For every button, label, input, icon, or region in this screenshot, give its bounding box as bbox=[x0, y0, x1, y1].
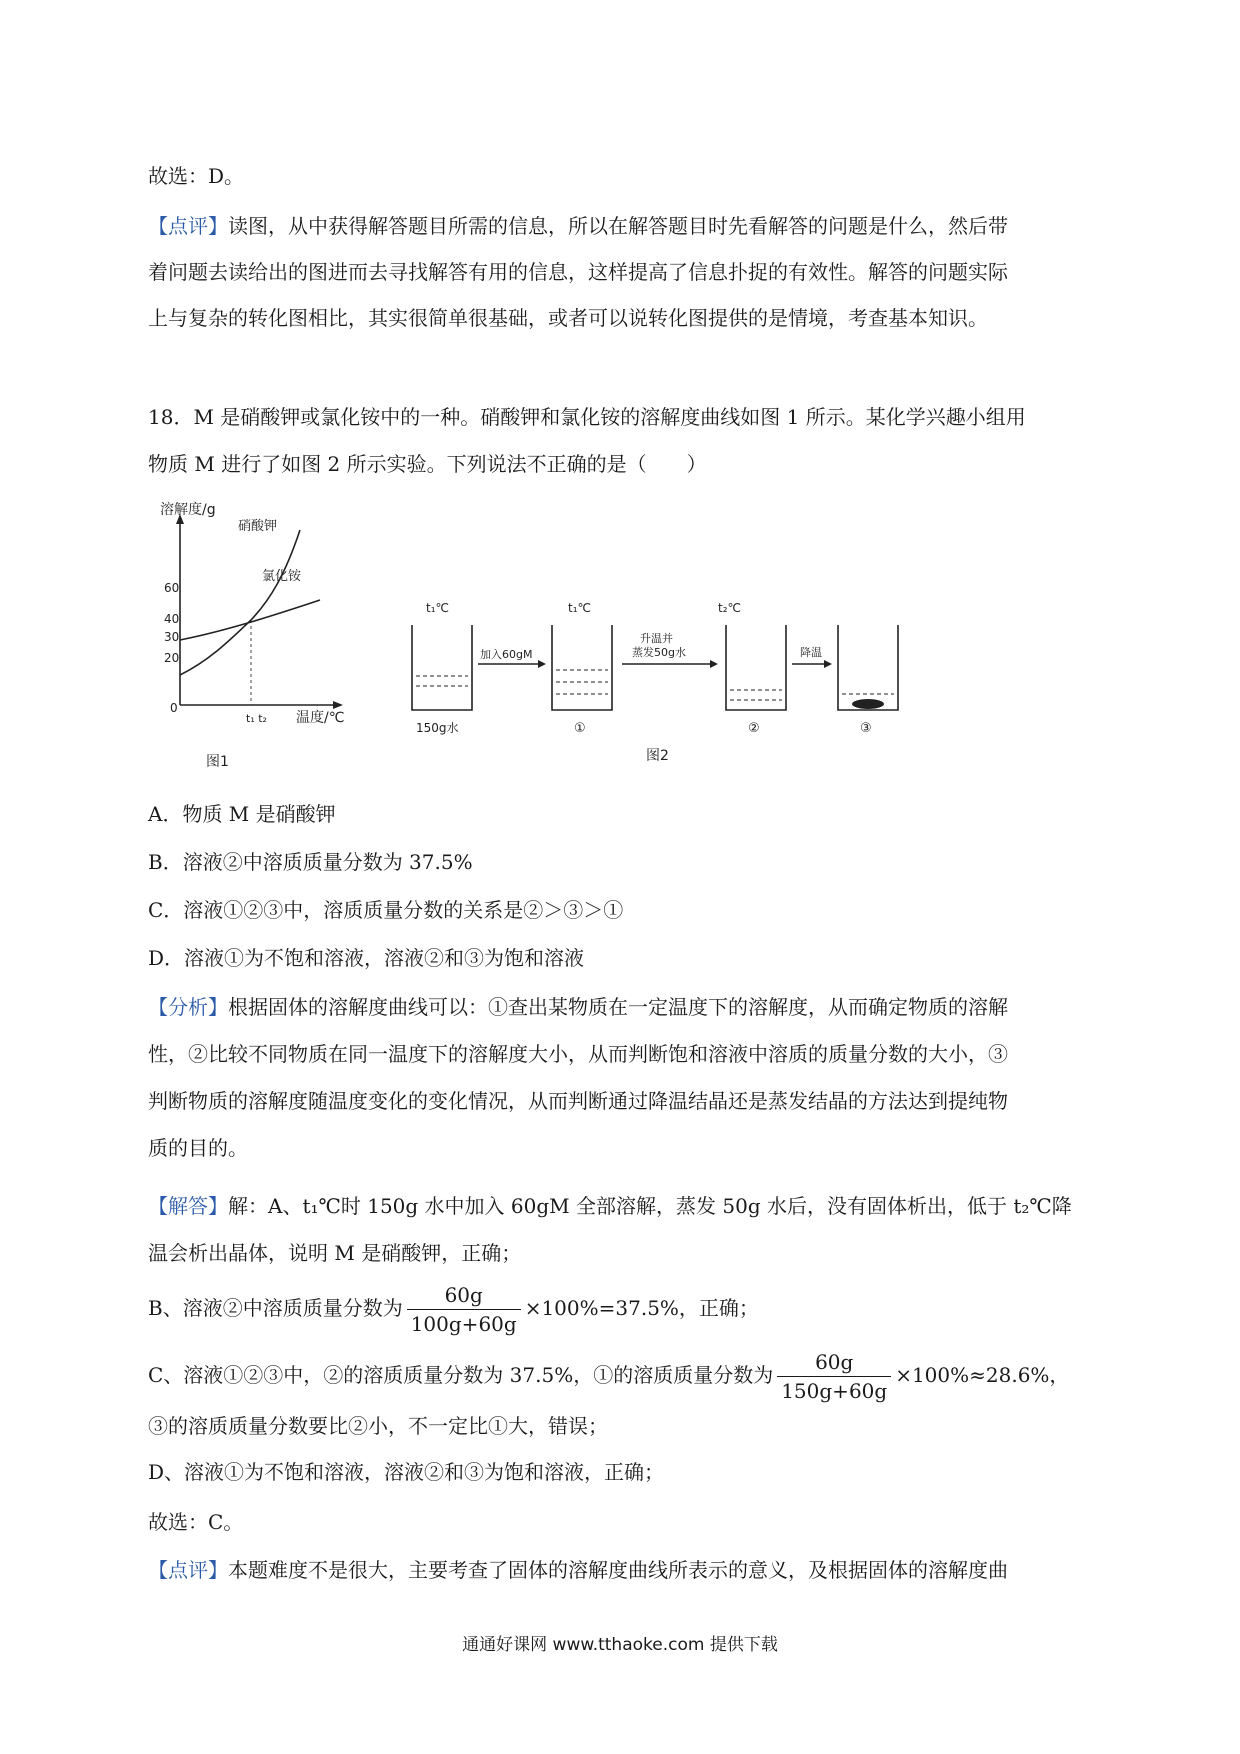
figure2-caption: 图2 bbox=[646, 748, 669, 764]
solution-c-result: ×100%≈28.6%， bbox=[895, 1363, 1070, 1387]
analysis-tag: 【分析】 bbox=[148, 995, 228, 1019]
solution-c-text: C、溶液①②③中，②的溶质质量分数为 37.5%，①的溶质质量分数为 bbox=[148, 1363, 774, 1387]
curve-label-kno3: 硝酸钾 bbox=[238, 519, 278, 534]
fraction-c bbox=[777, 1350, 891, 1403]
option-c: C．溶液①②③中，溶质质量分数的关系是②＞③＞① bbox=[148, 898, 624, 922]
beaker3-label: ③ bbox=[860, 721, 872, 736]
figure2-experiment bbox=[400, 600, 920, 770]
fraction-c-numerator: 60g bbox=[777, 1350, 891, 1377]
curve-label-nh4cl: 氯化铵 bbox=[262, 569, 302, 584]
previous-answer: 故选：D。 bbox=[148, 164, 245, 188]
comment-tag: 【点评】 bbox=[148, 214, 228, 238]
figure1-caption: 图1 bbox=[206, 754, 229, 770]
fraction-b-numerator: 60g bbox=[407, 1283, 521, 1310]
comment-line-2: 着问题去读给出的图进而去寻找解答有用的信息，这样提高了信息扑捉的有效性。解答的问题实际 bbox=[148, 260, 1008, 284]
beaker0-label: 150g水 bbox=[416, 721, 459, 735]
analysis-line-2: 性，②比较不同物质在同一温度下的溶解度大小，从而判断饱和溶液中溶质的质量分数的大小，③ bbox=[148, 1042, 1008, 1066]
y-tick-0: 0 bbox=[170, 701, 178, 715]
beaker0-temp: t₁℃ bbox=[426, 601, 449, 615]
final-comment-text: 本题难度不是很大，主要考查了固体的溶解度曲线所表示的意义，及根据固体的溶解度曲 bbox=[228, 1558, 1008, 1582]
solution-b-text: B、溶液②中溶质质量分数为 bbox=[148, 1296, 403, 1320]
analysis-line-3: 判断物质的溶解度随温度变化的变化情况，从而判断通过降温结晶还是蒸发结晶的方法达到提纯物 bbox=[148, 1089, 1008, 1113]
analysis-line-1 bbox=[148, 993, 1008, 1021]
final-comment-tag: 【点评】 bbox=[148, 1558, 228, 1582]
analysis-text: 根据固体的溶解度曲线可以：①查出某物质在一定温度下的溶解度，从而确定物质的溶解 bbox=[228, 995, 1008, 1019]
fraction-c-denominator: 150g+60g bbox=[781, 1379, 888, 1403]
option-a: A．物质 M 是硝酸钾 bbox=[148, 802, 336, 826]
fraction-b-denominator: 100g+60g bbox=[410, 1312, 517, 1336]
solution-b bbox=[148, 1283, 759, 1336]
x-axis-label: 温度/℃ bbox=[296, 710, 345, 726]
y-tick-20: 20 bbox=[164, 651, 180, 665]
beaker2-temp: t₂℃ bbox=[718, 601, 741, 615]
question-line-2: 物质 M 进行了如图 2 所示实验。下列说法不正确的是（ ） bbox=[148, 452, 707, 476]
crystals bbox=[852, 699, 884, 709]
beaker1-label: ① bbox=[574, 721, 586, 736]
beaker0 bbox=[412, 625, 472, 710]
solution-tag: 【解答】 bbox=[148, 1194, 228, 1218]
solution-d: D、溶液①为不饱和溶液，溶液②和③为饱和溶液，正确； bbox=[148, 1460, 665, 1484]
y-axis-label: 溶解度/g bbox=[160, 502, 216, 518]
y-tick-40: 40 bbox=[164, 612, 180, 626]
beaker1-temp: t₁℃ bbox=[568, 601, 591, 615]
solution-c-line-2: ③的溶质质量分数要比②小，不一定比①大，错误； bbox=[148, 1414, 608, 1438]
beaker2 bbox=[726, 625, 786, 710]
arrow2-label-a: 升温并 bbox=[640, 632, 673, 645]
arrow1-label: 加入60gM bbox=[480, 648, 533, 661]
option-b: B．溶液②中溶质质量分数为 37.5% bbox=[148, 850, 473, 874]
curve-kno3 bbox=[180, 530, 300, 675]
solution-text: 解：A、t₁℃时 150g 水中加入 60gM 全部溶解，蒸发 50g 水后，没有固体析出，低于 t₂℃降 bbox=[228, 1194, 1072, 1218]
fraction-b bbox=[407, 1283, 521, 1336]
x-axis-arrow bbox=[333, 701, 343, 709]
comment-text: 读图，从中获得解答题目所需的信息，所以在解答题目时先看解答的问题是什么，然后带 bbox=[228, 214, 1008, 238]
beaker2-label: ② bbox=[748, 721, 760, 736]
page-footer: 通通好课网 www.tthaoke.com 提供下载 bbox=[462, 1635, 778, 1655]
solution-b-result: ×100%=37.5%，正确； bbox=[524, 1296, 759, 1320]
arrow3-label: 降温 bbox=[800, 646, 822, 659]
comment-paragraph-1 bbox=[148, 212, 1008, 240]
solution-c bbox=[148, 1350, 1069, 1403]
figure1-solubility-chart bbox=[150, 500, 380, 770]
comment-line-3: 上与复杂的转化图相比，其实很简单很基础，或者可以说转化图提供的是情境，考查基本知识。 bbox=[148, 306, 988, 330]
solution-line-2: 温会析出晶体，说明 M 是硝酸钾，正确； bbox=[148, 1241, 522, 1265]
analysis-line-4: 质的目的。 bbox=[148, 1136, 248, 1160]
y-tick-30: 30 bbox=[164, 630, 180, 644]
beaker3 bbox=[838, 625, 898, 710]
beaker1 bbox=[552, 625, 612, 710]
final-answer: 故选：C。 bbox=[148, 1510, 244, 1534]
solution-line-1 bbox=[148, 1192, 1072, 1220]
question-line-1: 18．M 是硝酸钾或氯化铵中的一种。硝酸钾和氯化铵的溶解度曲线如图 1 所示。某化学兴趣小组用 bbox=[148, 405, 1026, 429]
x-tick-t1-t2: t₁ t₂ bbox=[246, 712, 267, 725]
option-d: D．溶液①为不饱和溶液，溶液②和③为饱和溶液 bbox=[148, 946, 585, 970]
y-tick-60: 60 bbox=[164, 581, 180, 595]
final-comment bbox=[148, 1556, 1008, 1584]
arrow2-label-b: 蒸发50g水 bbox=[632, 646, 686, 659]
